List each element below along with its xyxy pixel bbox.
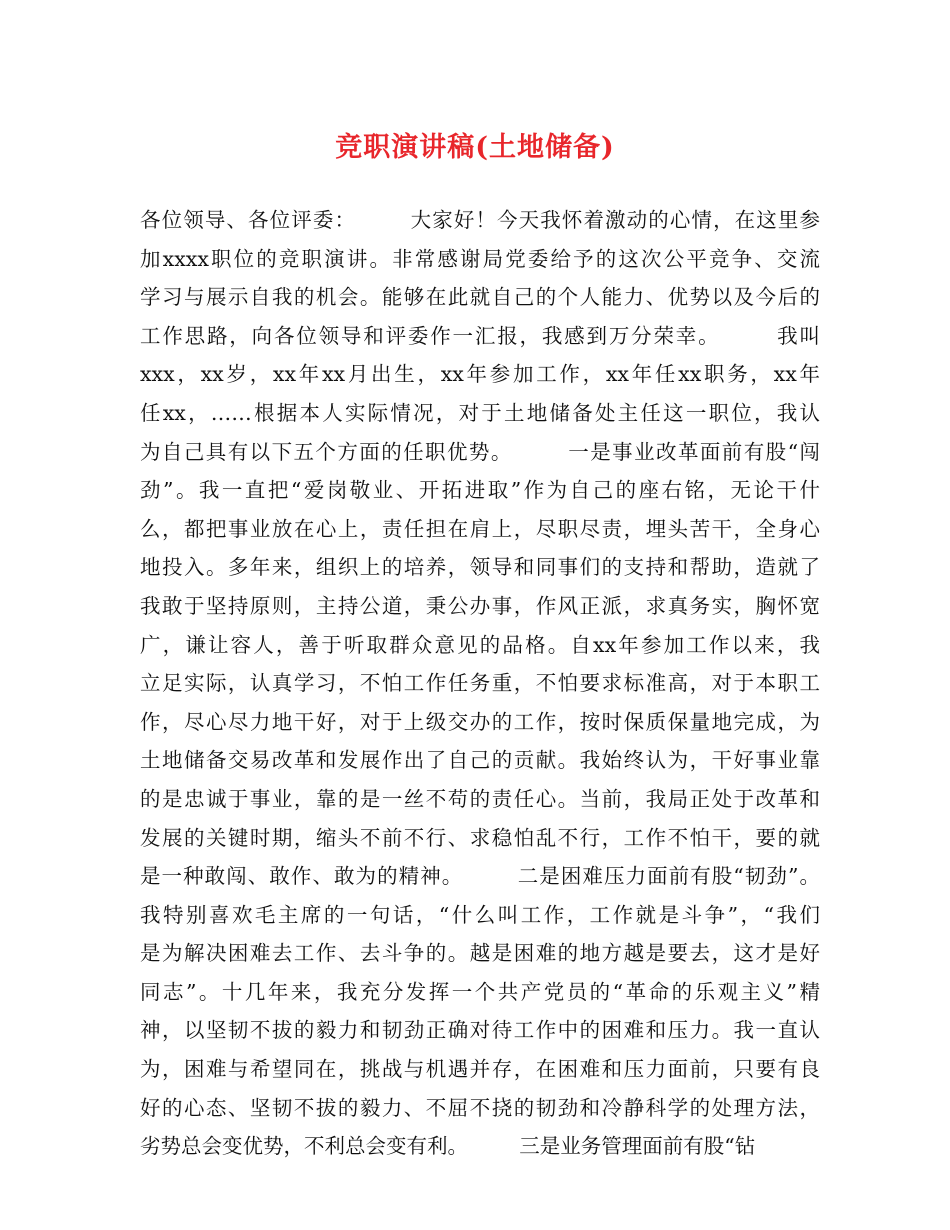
text-line: 好的心态、坚韧不拔的毅力、不屈不挠的韧劲和冷静科学的处理方法， [140, 1095, 820, 1120]
text-line: 么，都把事业放在心上，责任担在肩上，尽职尽责，埋头苦干，全身心 [140, 516, 820, 541]
text-line: 作，尽心尽力地干好，对于上级交办的工作，按时保质保量地完成，为 [140, 709, 820, 734]
text-line: xxx，xx岁，xx年xx月出生，xx年参加工作，xx年任xx职务，xx年 [140, 362, 820, 387]
text-line: 为，困难与希望同在，挑战与机遇并存，在困难和压力面前，只要有良 [140, 1057, 820, 1082]
text-line: 各位领导、各位评委： 大家好！今天我怀着激动的心情，在这里参 [140, 208, 820, 232]
text-line: 我敢于坚持原则，主持公道，秉公办事，作风正派，求真务实，胸怀宽 [140, 593, 820, 618]
text-line: 是一种敢闯、敢作、敢为的精神。 二是困难压力面前有股“韧劲”。 [140, 864, 820, 889]
document-title: 竞职演讲稿(土地储备) [335, 132, 615, 163]
text-line: 的是忠诚于事业，靠的是一丝不苟的责任心。当前，我局正处于改革和 [140, 786, 820, 811]
text-line: 加xxxx职位的竞职演讲。非常感谢局党委给予的这次公平竞争、交流 [140, 246, 820, 271]
text-line: 发展的关键时期，缩头不前不行、求稳怕乱不行，工作不怕干，要的就 [140, 825, 820, 850]
text-line: 立足实际，认真学习，不怕工作任务重，不怕要求标准高，对于本职工 [140, 671, 820, 696]
text-line: 同志”。十几年来，我充分发挥一个共产党员的“革命的乐观主义”精 [140, 979, 820, 1004]
text-line: 任xx，……根据本人实际情况，对于土地储备处主任这一职位，我认 [140, 400, 820, 425]
text-line: 是为解决困难去工作、去斗争的。越是困难的地方越是要去，这才是好 [140, 941, 820, 966]
text-line: 劣势总会变优势，不利总会变有利。 三是业务管理面前有股“钻 [140, 1134, 756, 1159]
text-line: 为自己具有以下五个方面的任职优势。 一是事业改革面前有股“闯 [140, 439, 820, 464]
text-line: 广，谦让容人，善于听取群众意见的品格。自xx年参加工作以来，我 [140, 632, 820, 657]
text-line: 劲”。我一直把“爱岗敬业、开拓进取”作为自己的座右铭，无论干什 [140, 478, 820, 503]
text-line: 工作思路，向各位领导和评委作一汇报，我感到万分荣幸。 我叫 [140, 323, 820, 348]
text-line: 神，以坚韧不拔的毅力和韧劲正确对待工作中的困难和压力。我一直认 [140, 1018, 820, 1043]
document-body [140, 201, 820, 1166]
text-line: 地投入。多年来，组织上的培养，领导和同事们的支持和帮助，造就了 [140, 555, 820, 580]
text-line: 我特别喜欢毛主席的一句话，“什么叫工作，工作就是斗争”，“我们 [140, 902, 820, 927]
text-line: 土地储备交易改革和发展作出了自己的贡献。我始终认为，干好事业靠 [140, 748, 820, 773]
text-line: 学习与展示自我的机会。能够在此就自己的个人能力、优势以及今后的 [140, 285, 820, 310]
